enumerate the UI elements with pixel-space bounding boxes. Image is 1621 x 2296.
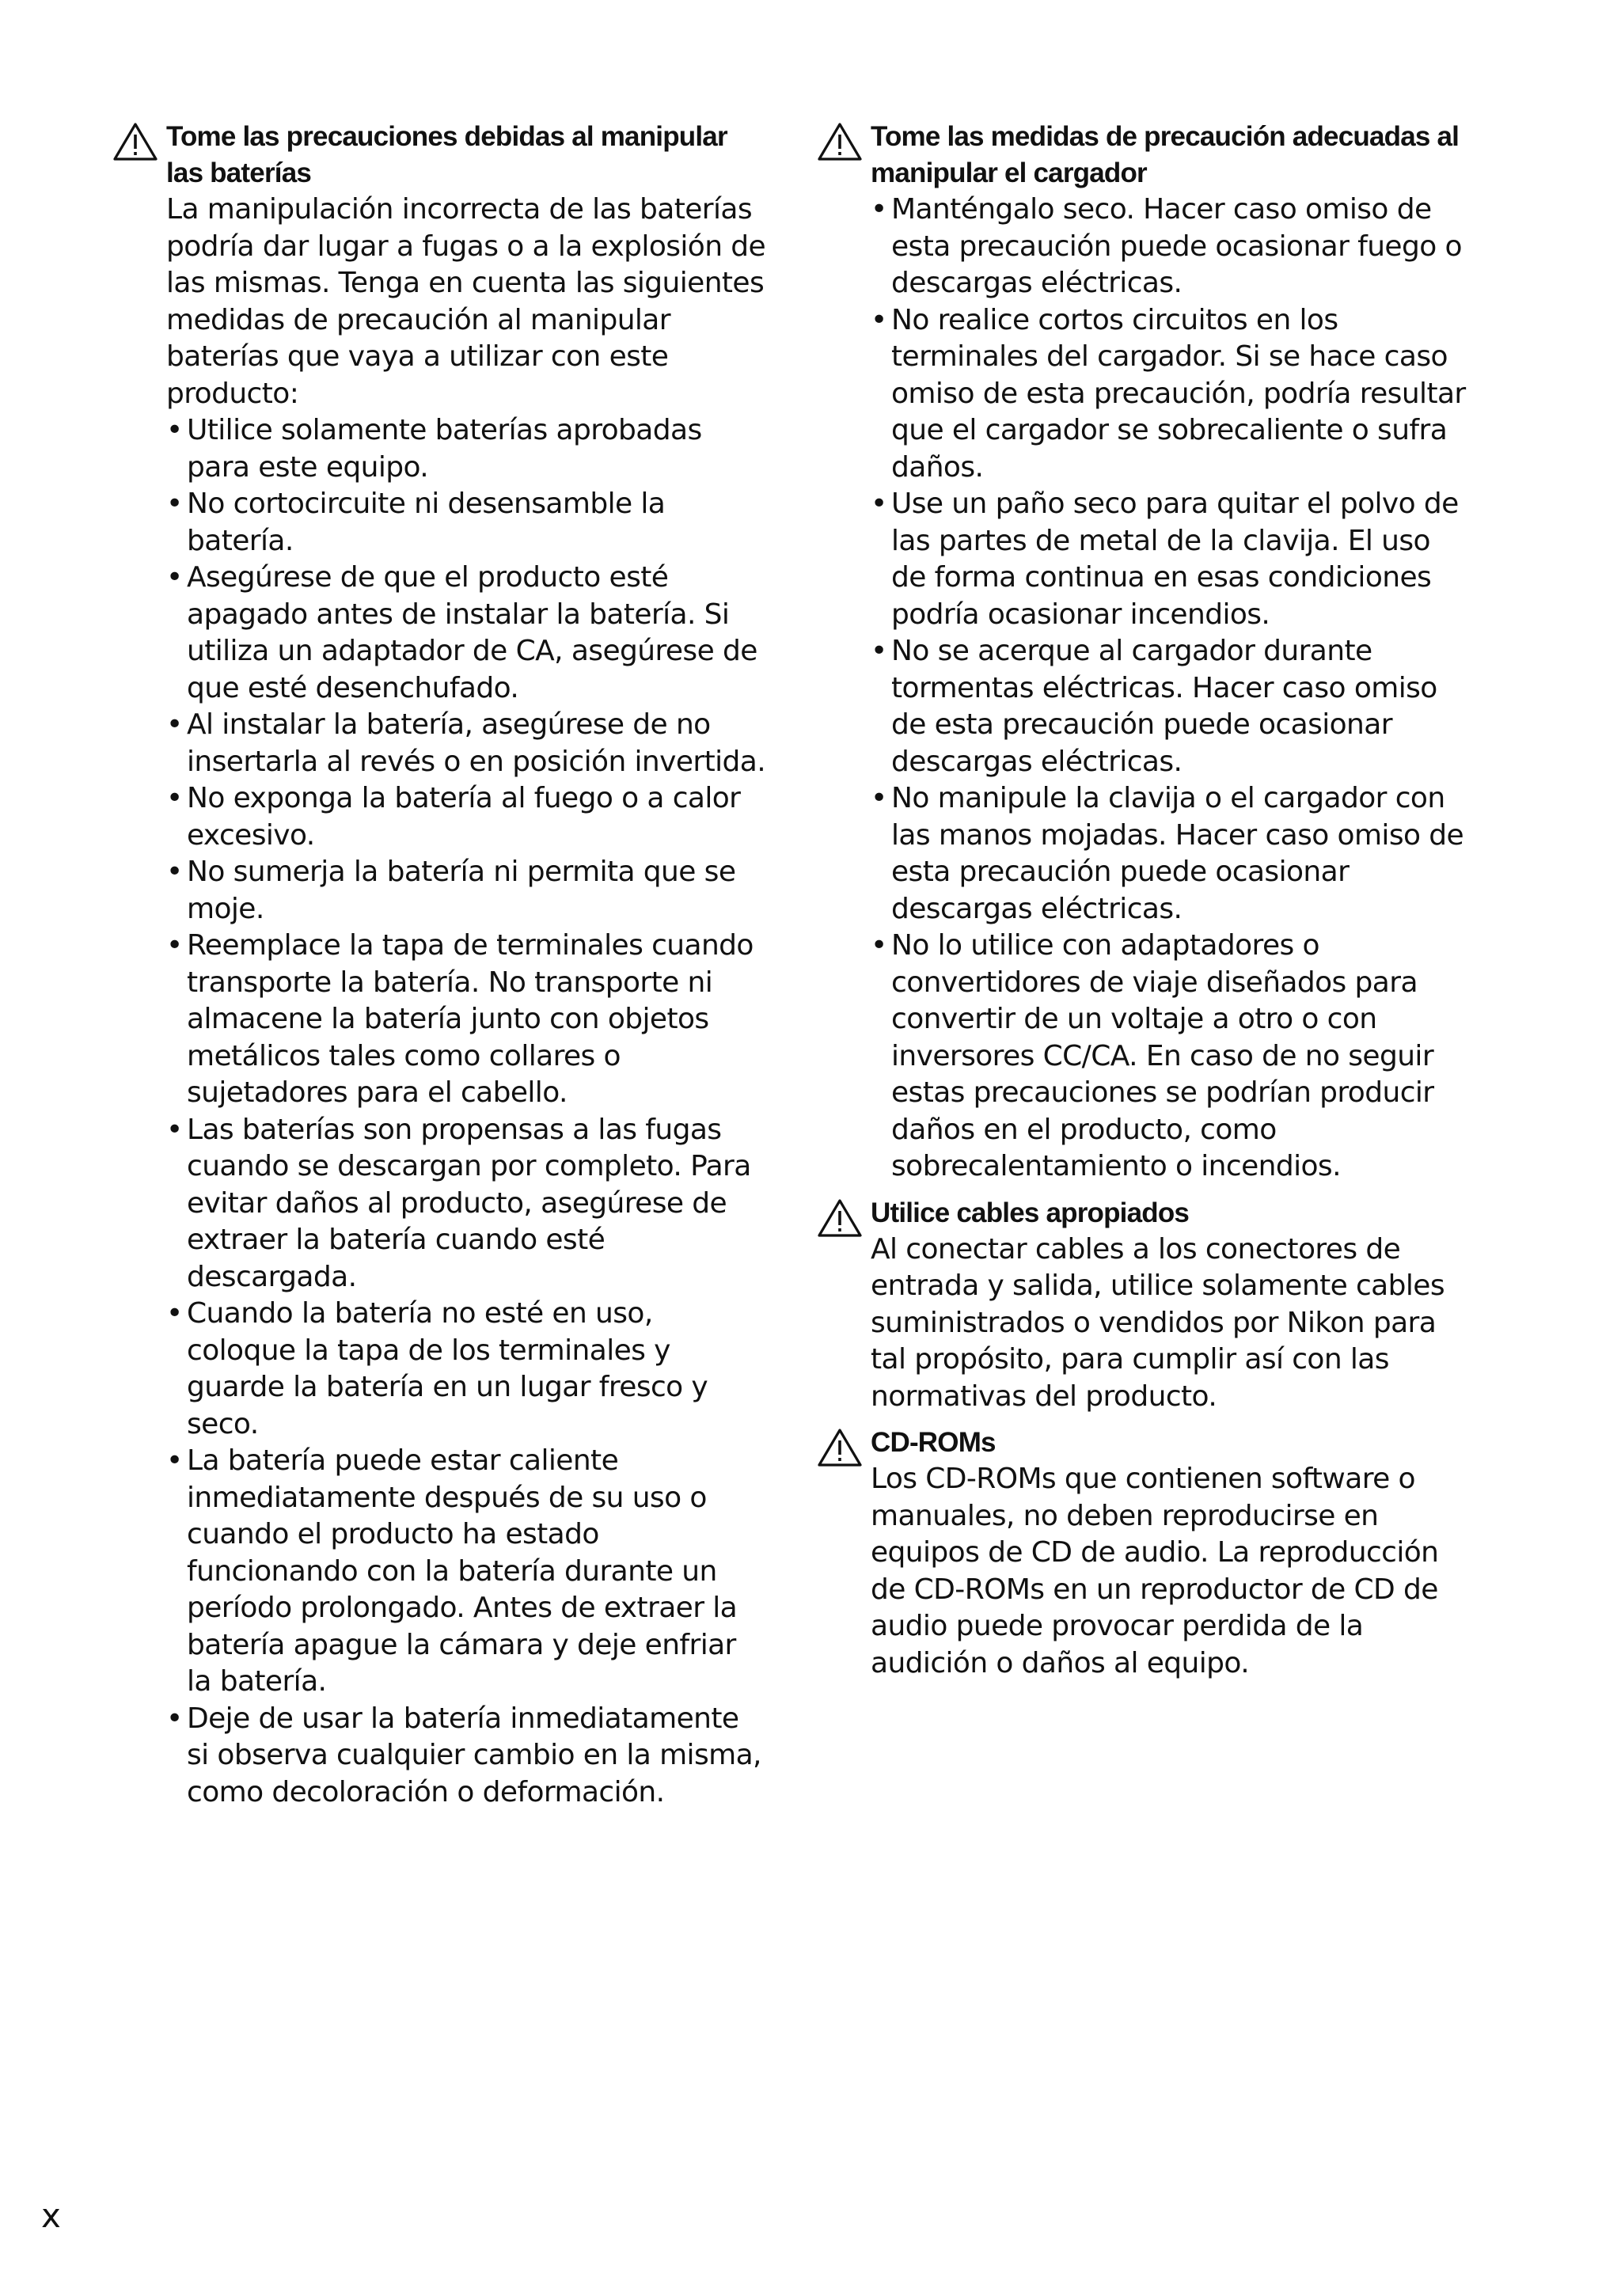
list-item: • No cortocircuite ni desensamble la batería. xyxy=(166,486,768,560)
bullet-list xyxy=(166,412,768,1811)
section-intro: La manipulación incorrecta de las baterías podría dar lugar a fugas o a la explosión de las mismas. Tenga en cuenta las siguientes medidas de precaución al manipular baterías que vaya a utilizar con este producto: xyxy=(166,193,766,410)
list-item: • Manténgalo seco. Hacer caso omiso de esta precaución puede ocasionar fuego o descargas eléctricas. xyxy=(871,192,1472,302)
section-heading xyxy=(111,119,768,192)
warning-triangle-icon xyxy=(817,1198,863,1238)
right-column xyxy=(815,119,1472,1691)
warning-triangle-icon xyxy=(817,1428,863,1467)
section-heading xyxy=(815,1425,1472,1461)
list-item: • Utilice solamente baterías aprobadas para este equipo. xyxy=(166,412,768,486)
list-item: • Reemplace la tapa de terminales cuando transporte la batería. No transporte ni almacene la batería junto con objetos metálicos tales como collares o sujetadores para el cabello. xyxy=(166,928,768,1112)
warning-triangle-icon xyxy=(817,122,863,161)
cables-section xyxy=(815,1195,1472,1416)
section-body: Los CD-ROMs que contienen software o manuales, no deben reproducirse en equipos de CD de audio. La reproducción de CD-ROMs en un reproductor de CD de audio puede provocar perdida de la audición o daños al equipo. xyxy=(871,1463,1439,1679)
heading-text: Utilice cables apropiados xyxy=(871,1197,1190,1228)
list-item: • No manipule la clavija o el cargador con las manos mojadas. Hacer caso omiso de esta precaución puede ocasionar descargas eléctricas. xyxy=(871,780,1472,928)
heading-text: Tome las precauciones debidas al manipular las baterías xyxy=(166,121,727,188)
list-item: • La batería puede estar caliente inmediatamente después de su uso o cuando el producto ha estado funcionando con la batería durante un período prolongado. Antes de extraer la batería apague la cámara y deje enfriar la batería. xyxy=(166,1443,768,1701)
list-item: • No exponga la batería al fuego o a calor excesivo. xyxy=(166,780,768,854)
list-item: • No realice cortos circuitos en los terminales del cargador. Si se hace caso omiso de esta precaución, podría resultar que el cargador se sobrecaliente o sufra daños. xyxy=(871,302,1472,487)
battery-precautions-section xyxy=(111,119,768,1811)
heading-text: CD-ROMs xyxy=(871,1427,996,1458)
list-item: • Use un paño seco para quitar el polvo de las partes de metal de la clavija. El uso de forma continua en esas condiciones podría ocasionar incendios. xyxy=(871,486,1472,633)
list-item: • Cuando la batería no esté en uso, coloque la tapa de los terminales y guarde la batería en un lugar fresco y seco. xyxy=(166,1296,768,1443)
list-item: • No se acerque al cargador durante tormentas eléctricas. Hacer caso omiso de esta precaución puede ocasionar descargas eléctricas. xyxy=(871,633,1472,780)
list-item: • Deje de usar la batería inmediatamente si observa cualquier cambio en la misma, como decoloración o deformación. xyxy=(166,1701,768,1812)
bullet-list xyxy=(871,192,1472,1186)
section-heading xyxy=(815,1195,1472,1231)
list-item: • No sumerja la batería ni permita que se moje. xyxy=(166,854,768,928)
heading-text: Tome las medidas de precaución adecuadas al manipular el cargador xyxy=(871,121,1460,188)
section-body: Al conectar cables a los conectores de entrada y salida, utilice solamente cables suministrados o vendidos por Nikon para tal propósito, para cumplir así con las normativas del producto. xyxy=(871,1232,1444,1413)
left-column xyxy=(111,119,768,1820)
list-item: • No lo utilice con adaptadores o convertidores de viaje diseñados para convertir de un voltaje a otro o con inversores CC/CA. En caso de no seguir estas precauciones se podrían producir daños en el producto, como sobrecalentamiento o incendios. xyxy=(871,928,1472,1186)
list-item: • Las baterías son propensas a las fugas cuando se descargan por completo. Para evitar daños al producto, asegúrese de extraer la batería cuando esté descargada. xyxy=(166,1112,768,1296)
section-heading xyxy=(815,119,1472,192)
page-number: x xyxy=(41,2196,61,2235)
warning-triangle-icon xyxy=(112,122,158,161)
cd-roms-section xyxy=(815,1425,1472,1682)
list-item: • Asegúrese de que el producto esté apagado antes de instalar la batería. Si utiliza un adaptador de CA, asegúrese de que esté desenchufado. xyxy=(166,560,768,707)
list-item: • Al instalar la batería, asegúrese de no insertarla al revés o en posición invertida. xyxy=(166,707,768,780)
charger-precautions-section xyxy=(815,119,1472,1186)
